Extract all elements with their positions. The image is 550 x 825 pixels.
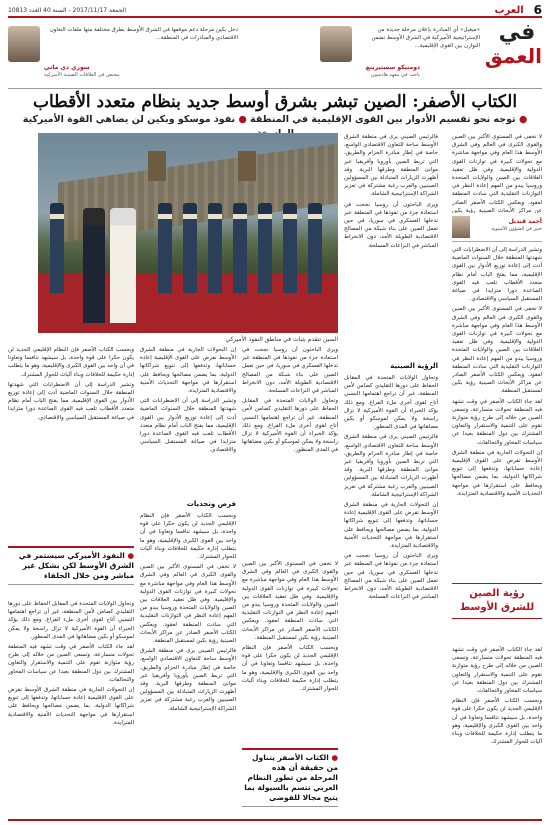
guard-figure [283,203,297,293]
paragraph: لا تخفى في المستوى الأكبر بين الصين والقوى الكبرى في العالم وفي الشرق الأوسط هذا العام وفي مواجهة مباشرة مع تحولات كبيرة في توازنات القوى الدولية والإقليمية. وفي ظل تعقيد العلاقات بين الصين والولايات المتحدة وروسيا يبدو من المهم إعادة النظر في التوازنات التقليدية التي سادت المنطقة لعقود. ويعكس الكتاب الأصفر الصادر عن مراكز الأبحاث الصينية رؤية بكين لمستقبل المنطقة. [140,564,236,645]
pull-quote-1 [8,546,134,585]
paragraph: ويرى الباحثون أن روسيا نجحت في استعادة جزء من نفوذها في المنطقة عبر تدخلها العسكري في سوريا، في حين تعمل الصين على بناء شبكة من المصالح الاقتصادية الطويلة الأمد، دون الانخراط المباشر في النزاعات المسلحة. [344,201,438,249]
pull-quote-1-text: النفوذ الأميركي سيستمر في الشرق الأوسط لكن بشكل غير مباشر ومن خلال الحلفاء [18,551,134,580]
bottom-rule [8,819,542,821]
paragraph: وبحسب الكتاب الأصفر فإن النظام الإقليمي الجديد لن يكون حكرا على قوة واحدة، بل سيشهد تنافسا وتعاونا في آن واحد بين القوى الكبرى والإقليمية، وهو ما يتطلب إدارة حكيمة للخلافات وبناء آليات للحوار المشترك. [242,645,338,693]
paragraph: إن التحولات الجارية في منطقة الشرق الأوسط تفرض على القوى الإقليمية إعادة حساباتها، وتدفعها إلى تنويع شراكاتها الدولية، بما يضمن مصالحها ويحافظ على استقرارها في مواجهة التحديات الأمنية والاقتصادية المتزايدة. [344,502,438,550]
body-column-right-bottom [452,646,542,816]
paragraph: وتشير الدراسة إلى أن الاضطرابات التي شهدتها المنطقة خلال السنوات الماضية أدت إلى إعادة توزيع الأدوار بين القوى الإقليمية، مما يفتح الباب أمام نظام متعدد الأقطاب تلعب فيه القوى الصاعدة دورا متزايدا في صياغة المستقبل السياسي والاقتصادي. [8,381,134,421]
author-block-1 [320,26,480,78]
paragraph: إن التحولات الجارية في منطقة الشرق الأوسط تفرض على القوى الإقليمية إعادة حساباتها، وتدفعها إلى تنويع شراكاتها الدولية، بما يضمن مصالحها ويحافظ على استقرارها في مواجهة التحديات الأمنية والاقتصادية المتزايدة. [452,449,542,497]
section-title-top: في [498,20,536,45]
body-column-c2 [140,346,236,496]
pull-quote-2 [242,748,338,807]
vision-box [452,580,542,640]
dignitary-figure [83,208,105,323]
guard-figure [258,203,272,293]
body-column-right-top [452,133,542,213]
guard-figure [50,203,64,293]
vision-title-line2: للشرق الأوسط [459,602,535,613]
bullet-icon: ● [127,551,134,560]
paragraph: لا تخفى في المستوى الأكبر بين الصين والقوى الكبرى في العالم وفي الشرق الأوسط هذا العام وفي مواجهة مباشرة مع تحولات كبيرة في توازنات القوى الدولية والإقليمية. وفي ظل تعقيد العلاقات بين الصين والولايات المتحدة وروسيا يبدو من المهم إعادة النظر في التوازنات التقليدية التي سادت المنطقة لعقود. ويعكس الكتاب الأصفر الصادر عن مراكز الأبحاث الصينية رؤية بكين [452,134,542,213]
author-name-2: سوزي دي ماتي [44,64,90,71]
wall-tower [148,151,166,181]
guard-figure [208,203,222,293]
paragraph: لا تخفى في المستوى الأكبر بين الصين والقوى الكبرى في العالم وفي الشرق الأوسط هذا العام وفي مواجهة مباشرة مع تحولات كبيرة في توازنات القوى الدولية والإقليمية. وفي ظل تعقيد العلاقات بين الصين والولايات المتحدة وروسيا يبدو من المهم إعادة النظر في التوازنات التقليدية التي سادت المنطقة لعقود. ويعكس الكتاب الأصفر الصادر عن مراكز الأبحاث الصينية رؤية بكين لمستقبل المنطقة. [242,561,338,641]
author-role-2: مختص في العلاقات الصينية الأميركية [44,72,120,78]
top-bar [8,4,542,18]
paragraph: ويرى الباحثون أن روسيا نجحت في استعادة جزء من نفوذها في المنطقة عبر تدخلها العسكري في سوريا، في حين تعمل الصين على بناء شبكة من المصالح الاقتصادية الطويلة الأمد، دون الانخراط المباشر في النزاعات المسلحة. [344,553,438,601]
paragraph: فالرئيس الصيني يرى في منطقة الشرق الأوسط ساحة للتعاون الاقتصادي الواسع، خاصة في إطار مبادرة الحزام والطريق، التي تربط الصين بأوروبا وأفريقيا عبر موانئ المنطقة وطرقها البرية. وقد أظهرت الزيارات المتبادلة بين المسؤولين الصينيين والعرب رغبة مشتركة في تعزيز الشراكة الإستراتيجية الشاملة. [344,434,438,498]
page-number: 6 [533,3,542,17]
subsection-heading: الرؤية الصينية [390,362,438,370]
guard-figure [183,203,197,293]
divider [452,618,542,619]
body-column-left-lower [8,600,134,814]
body-column-mid-right [344,133,438,358]
subsection-heading: فرص وتحديات [186,500,236,508]
issue-date: الجمعة 2017/11/17 - السنة 40 العدد 10813 [8,6,126,14]
paragraph: لا تخفى في المستوى الأكبر بين الصين والقوى الكبرى في العالم وفي الشرق الأوسط هذا العام وفي مواجهة مباشرة مع تحولات كبيرة في توازنات القوى الدولية والإقليمية. وفي ظل تعقيد العلاقات بين الصين والولايات المتحدة وروسيا يبدو من المهم إعادة النظر في التوازنات التقليدية التي سادت المنطقة لعقود. ويعكس الكتاب الأصفر الصادر عن مراكز الأبحاث الصينية رؤية بكين لمستقبل المنطقة. [452,306,542,395]
author-blurb-1: «ميغيل» أي المبادرة بإعلان مرحلة جديدة من الإستراتيجية الأميركية في الشرق الأوسط تضمن التوازن بين القوى الإقليمية... [371,27,480,49]
wall-tower [238,151,256,181]
author-blurb-2: دخل بكين مرحلة دعم موقفها في الشرق الأوسط بطرق مختلفة منها ملفات التعاون الاقتصادي والمبادرات في المنطقة... [49,27,238,41]
sub-headline-part1: توجه نحو تقسيم الأدوار بين القوى الإقليمية في المنطقة [250,114,516,125]
paragraph: وتحاول الولايات المتحدة في المقابل الحفاظ على دورها التقليدي كضامن لأمن المنطقة، غير أن تراجع اهتمامها النسبي أتاح لقوى أخرى ملء الفراغ. ومع ذلك يؤكد الخبراء أن القوة الأميركية لا تزال راسخة ولا يمكن لموسكو أو بكين مضاهاتها في المدى المنظور. [8,601,134,640]
author-name-1: دومنيكو سستيرينغ [365,64,420,71]
guard-figure [158,203,172,293]
paragraph: فالرئيس الصيني يرى في منطقة الشرق الأوسط ساحة للتعاون الاقتصادي الواسع، خاصة في إطار مبادرة الحزام والطريق، التي تربط الصين بأوروبا وأفريقيا عبر موانئ المنطقة وطرقها البرية. وقد أظهرت الزيارات المتبادلة بين المسؤولين الصينيين والعرب رغبة مشتركة في تعزيز الشراكة الإستراتيجية الشاملة. [140,648,236,712]
author-photo-1 [320,26,352,62]
vision-title-line1: رؤية الصين [469,588,525,599]
author-photo-2 [8,26,40,62]
paragraph: وبحسب الكتاب الأصفر فإن النظام الإقليمي الجديد لن يكون حكرا على قوة واحدة، بل سيشهد تنافسا وتعاونا في آن واحد بين القوى الكبرى والإقليمية، وهو ما يتطلب إدارة حكيمة للخلافات وبناء آليات للحوار المشترك. [452,698,542,746]
author-role-1: باحث في معهد هادسون [370,72,420,78]
divider [452,583,542,584]
guard-figure [233,203,247,293]
masthead-right [495,3,542,17]
paragraph: وتشير الدراسة إلى أن الاضطرابات التي شهدتها المنطقة خلال السنوات الماضية أدت إلى إعادة توزيع الأدوار بين القوى الإقليمية، مما يفتح الباب أمام نظام متعدد الأقطاب تلعب فيه القوى الصاعدة دورا متزايدا في صياغة المستقبل السياسي والاقتصادي. [452,247,542,303]
bullet-icon: ● [518,114,528,125]
body-column-c2-lower [140,512,236,812]
paragraph: ويرى الباحثون أن روسيا نجحت في استعادة جزء من نفوذها في المنطقة عبر تدخلها العسكري في سوريا، في حين تعمل الصين على بناء شبكة من المصالح الاقتصادية الطويلة الأمد، دون الانخراط المباشر في النزاعات المسلحة. [242,347,338,395]
body-column-c1 [242,346,338,556]
photo-caption: الصين تتقدم بثبات في مناطق النفوذ الأميركي [225,336,338,343]
body-column-right [452,246,542,576]
paragraph: إن التحولات الجارية في منطقة الشرق الأوسط تفرض على القوى الإقليمية إعادة حساباتها، وتدفعها إلى تنويع شراكاتها الدولية، بما يضمن مصالحها ويحافظ على استقرارها في مواجهة التحديات الأمنية والاقتصادية المتزايدة. [140,347,236,395]
paragraph: لقد جاء الكتاب الأصفر في وقت تشهد فيه المنطقة تحولات متسارعة، وتسعى الصين من خلاله إلى طرح رؤية متوازنة تقوم على التنمية والاستقرار والتعاون المشترك بين دول المنطقة بعيدا عن سياسات المحاور والتحالفات. [452,647,542,695]
byline-name: أحمد قنديل [508,218,542,225]
paragraph: لقد جاء الكتاب الأصفر في وقت تشهد فيه المنطقة تحولات متسارعة، وتسعى الصين من خلاله إلى طرح رؤية متوازنة تقوم على التنمية والاستقرار والتعاون المشترك بين دول المنطقة بعيدا عن سياسات المحاور والتحالفات. [8,644,134,683]
paragraph: وبحسب الكتاب الأصفر فإن النظام الإقليمي الجديد لن يكون حكرا على قوة واحدة، بل سيشهد تنافسا وتعاونا في آن واحد بين القوى الكبرى والإقليمية، وهو ما يتطلب إدارة حكيمة للخلافات وبناء آليات للحوار المشترك. [140,513,236,561]
paragraph: وتحاول الولايات المتحدة في المقابل الحفاظ على دورها التقليدي كضامن لأمن المنطقة، غير أن تراجع اهتمامها النسبي أتاح لقوى أخرى ملء الفراغ. ومع ذلك يؤكد الخبراء أن القوة الأميركية لا تزال راسخة ولا يمكن لموسكو أو بكين مضاهاتها في المدى المنظور. [242,398,338,454]
paragraph: وتشير الدراسة إلى أن الاضطرابات التي شهدتها المنطقة خلال السنوات الماضية أدت إلى إعادة توزيع الأدوار بين القوى الإقليمية، مما يفتح الباب أمام نظام متعدد الأقطاب تلعب فيه القوى الصاعدة دورا متزايدا في صياغة المستقبل السياسي والاقتصادي. [140,398,236,454]
byline-photo [452,216,470,238]
paragraph: وبحسب الكتاب الأصفر فإن النظام الإقليمي الجديد لن يكون حكرا على قوة واحدة، بل سيشهد تنافسا وتعاونا في آن واحد بين القوى الكبرى والإقليمية، وهو ما يتطلب إدارة حكيمة للخلافات وبناء آليات للحوار المشترك. [8,347,134,378]
body-column-left [8,346,134,542]
paragraph: وتحاول الولايات المتحدة في المقابل الحفاظ على دورها التقليدي كضامن لأمن المنطقة، غير أن تراجع اهتمامها النسبي أتاح لقوى أخرى ملء الفراغ. ومع ذلك يؤكد الخبراء أن القوة الأميركية لا تزال راسخة ولا يمكن لموسكو أو بكين مضاهاتها في المدى المنظور. [344,375,438,431]
bullet-icon: ● [238,114,247,125]
body-column-c1-lower [242,560,338,744]
lead-photo [38,133,338,333]
paragraph: فالرئيس الصيني يرى في منطقة الشرق الأوسط ساحة للتعاون الاقتصادي الواسع، خاصة في إطار مبادرة الحزام والطريق، التي تربط الصين بأوروبا وأفريقيا عبر موانئ المنطقة وطرقها البرية. وقد أظهرت الزيارات المتبادلة بين المسؤولين الصينيين والعرب رغبة مشتركة في تعزيز الشراكة الإستراتيجية الشاملة. [344,134,438,198]
bullet-icon: ● [331,753,338,762]
body-column-mid-right-lower [344,374,438,814]
paragraph: لقد جاء الكتاب الأصفر في وقت تشهد فيه المنطقة تحولات متسارعة، وتسعى الصين من خلاله إلى طرح رؤية متوازنة تقوم على التنمية والاستقرار والتعاون المشترك بين دول المنطقة بعيدا عن سياسات المحاور والتحالفات. [452,398,542,446]
byline-role: خبير في الشؤون الآسيوية [491,227,542,232]
pull-quote-2-text: الكتاب الأصفر يتناول من حقيقة أن هذه المرحلة من تطور النظام العربي تتسم بالسيولة بما يتيح مجالا للفوضى [244,753,338,802]
section-header [8,22,542,80]
brand-name: العرب [494,4,524,16]
sub-headline-part2: نفوذ موسكو وبكين لن يضاهي القوة الأميركية [22,114,236,125]
dignitary-figure [110,208,136,323]
author-block-2 [8,26,238,78]
section-title-bottom: العمق [484,44,542,68]
section-title [484,20,542,68]
main-headline: الكتاب الأصفر: الصين تبشر بشرق أوسط جديد بنظام متعدد الأقطاب [8,88,542,113]
byline [452,216,542,242]
paragraph: إن التحولات الجارية في منطقة الشرق الأوسط تفرض على القوى الإقليمية إعادة حساباتها، وتدفعها إلى تنويع شراكاتها الدولية، بما يضمن مصالحها ويحافظ على استقرارها في مواجهة التحديات الأمنية والاقتصادية المتزايدة. [8,687,134,726]
guard-figure [308,203,322,293]
